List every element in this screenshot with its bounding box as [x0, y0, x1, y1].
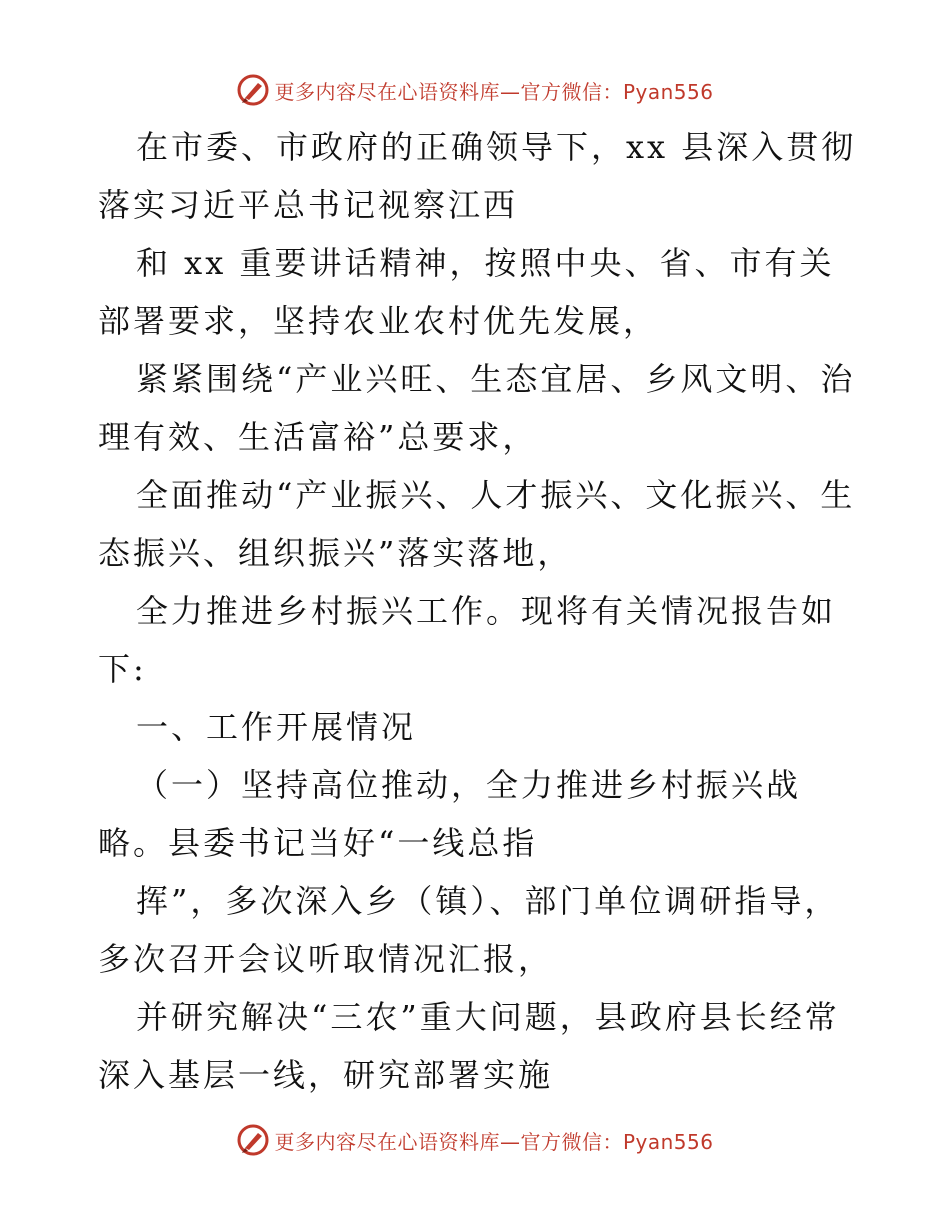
paragraph-1: 在市委、市政府的正确领导下，xx 县深入贯彻落实习近平总书记视察江西 — [98, 128, 857, 224]
quill-pen-logo-icon — [236, 73, 270, 107]
paragraph-2: 和 xx 重要讲话精神，按照中央、省、市有关部署要求，坚持农业农村优先发展， — [98, 244, 835, 340]
section-heading: 一、工作开展情况 — [136, 708, 417, 746]
footer-watermark — [0, 1120, 950, 1160]
document-body — [98, 118, 858, 1104]
paragraph-5: 全力推进乡村振兴工作。现将有关情况报告如下: — [98, 592, 837, 688]
header-watermark — [0, 70, 950, 110]
watermark-text: 更多内容尽在心语资料库—官方微信：Pyan556 — [274, 79, 714, 104]
paragraph-7: 挥”，多次深入乡（镇）、部门单位调研指导，多次召开会议听取情况汇报， — [98, 882, 840, 978]
paragraph-4: 全面推动“产业振兴、人才振兴、文化振兴、生态振兴、组织振兴”落实落地， — [98, 476, 856, 572]
watermark-text: 更多内容尽在心语资料库—官方微信：Pyan556 — [274, 1129, 714, 1154]
paragraph-3: 紧紧围绕“产业兴旺、生态宜居、乡风文明、治理有效、生活富裕”总要求， — [98, 360, 856, 456]
quill-pen-logo-icon — [236, 1123, 270, 1157]
paragraph-6: （一）坚持高位推动，全力推进乡村振兴战略。县委书记当好“一线总指 — [98, 766, 802, 862]
paragraph-8: 并研究解决“三农”重大问题，县政府县长经常深入基层一线，研究部署实施 — [98, 998, 840, 1094]
